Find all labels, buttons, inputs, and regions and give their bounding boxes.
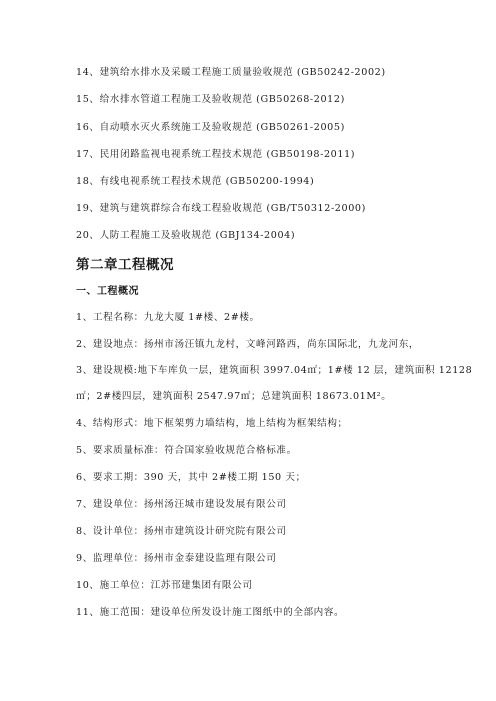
overview-item-9: 9、监理单位：扬州市金泰建设监理有限公司 bbox=[76, 553, 277, 564]
overview-item-3-line-1: 3、建设规模:地下车库负一层，建筑面积 3997.04㎡；1#楼 12 层，建筑面积 12128 bbox=[76, 365, 473, 376]
overview-item-5: 5、要求质量标准：符合国家验收规范合格标准。 bbox=[76, 445, 297, 456]
overview-item-8: 8、设计单位：扬州市建筑设计研究院有限公司 bbox=[76, 526, 287, 537]
overview-item-3-line-2: ㎡；2#楼四层，建筑面积 2547.97㎡；总建筑面积 18673.01M²。 bbox=[76, 391, 392, 402]
chapter-title: 第二章工程概况 bbox=[76, 257, 174, 273]
overview-item-2: 2、建设地点：扬州市汤汪镇九龙村，文峰河路西，尚东国际北，九龙河东， bbox=[76, 339, 420, 350]
overview-item-4: 4、结构形式：地下框架剪力墙结构，地上结构为框架结构； bbox=[76, 418, 348, 429]
overview-item-1: 1、工程名称：九龙大厦 1#楼、2#楼。 bbox=[76, 312, 260, 323]
standard-item-20: 20、人防工程施工及验收规范 (GBJ134-2004) bbox=[76, 230, 296, 241]
standard-item-17: 17、民用闭路监视电视系统工程技术规范 (GB50198-2011) bbox=[76, 149, 356, 160]
overview-item-6: 6、要求工期：390 天，其中 2#楼工期 150 天； bbox=[76, 472, 306, 483]
standard-item-19: 19、建筑与建筑群综合布线工程验收规范 (GB/T50312-2000) bbox=[76, 203, 366, 214]
standard-item-15: 15、给水排水管道工程施工及验收规范 (GB50268-2012) bbox=[76, 94, 345, 105]
overview-item-11: 11、施工范围：建设单位所发设计施工图纸中的全部内容。 bbox=[76, 607, 345, 618]
section-title: 一、工程概况 bbox=[76, 286, 139, 297]
standard-item-16: 16、自动喷水灭火系统施工及验收规范 (GB50261-2005) bbox=[76, 122, 345, 133]
standard-item-14: 14、建筑给水排水及采暖工程施工质量验收规范 (GB50242-2002) bbox=[76, 67, 386, 78]
standard-item-18: 18、有线电视系统工程技术规范 (GB50200-1994) bbox=[76, 176, 315, 187]
overview-item-7: 7、建设单位：扬州汤汪城市建设发展有限公司 bbox=[76, 499, 287, 510]
overview-item-10: 10、施工单位：江苏邗建集团有限公司 bbox=[76, 580, 253, 591]
